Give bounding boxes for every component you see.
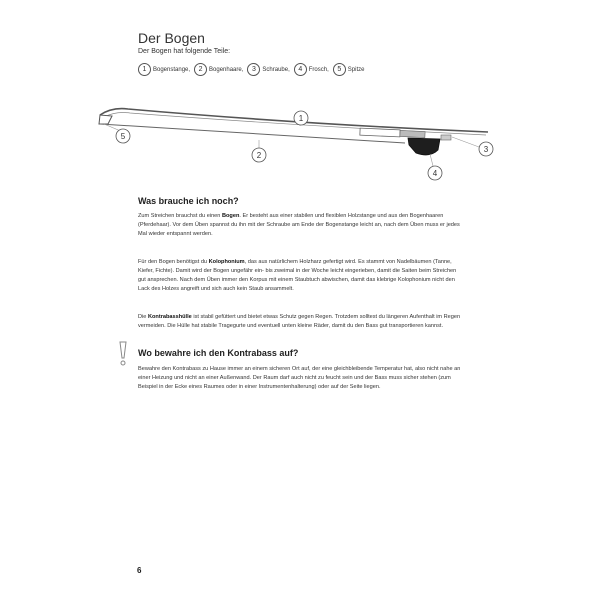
part-label: Frosch, (308, 66, 329, 73)
number-circle: 3 (247, 63, 260, 76)
exclamation-icon (114, 340, 132, 368)
paragraph-case (138, 313, 465, 331)
bow-screw (441, 135, 451, 140)
label-number-5: 5 (120, 132, 126, 141)
bold-term-rosin: Kolophonium (208, 259, 245, 265)
number-circle: 4 (294, 63, 307, 76)
text-run: Die (138, 314, 148, 320)
leader-line-3 (452, 137, 479, 147)
bold-term-case: Kontrabasshülle (147, 314, 192, 320)
part-label: Spitze (347, 66, 365, 73)
text-run: ist stabil gefüttert und bietet etwas Schutz gegen Regen. Trotzdem solltest du längeren Aufenthalt im Regen vermeiden. Die Hülle hat stabile Tragegurte und eventuell unten kleine Räder, damit du den Bass gut transportieren kannst. (138, 314, 461, 329)
bow-frog (408, 138, 440, 155)
section-heading-what-else: Was brauche ich noch? (138, 196, 239, 206)
bow-diagram (0, 0, 600, 200)
number-circle: 5 (333, 63, 346, 76)
bow-wrap (400, 130, 425, 137)
part-label: Schraube, (262, 66, 290, 73)
number-circle: 1 (138, 63, 151, 76)
bow-grip (360, 128, 400, 137)
part-label: Bogenstange, (153, 66, 191, 73)
label-number-2: 2 (256, 151, 262, 160)
text-run: Zum Streichen brauchst du einen (138, 213, 222, 219)
page-number: 6 (137, 566, 142, 575)
intro-text: Der Bogen hat folgende Teile: (138, 48, 231, 55)
paragraph-rosin (138, 258, 465, 294)
paragraph-storage: Bewahre den Kontrabass zu Hause immer an einem sicheren Ort auf, der eine gleichbleibende Temperatur hat, also nicht nahe an einer Heizung und nicht an einer Außenwand. Der Raum darf auch nicht zu feucht sein und der Bass muss sicher stehen (zum Beispiel in der Ecke eines Raumes oder in einer Instrumentenhalterung) oder auf der Seite liegen. (138, 366, 461, 390)
label-number-1: 1 (298, 114, 304, 123)
text-run: . Er besteht aus einer stabilen und flexiblen Holzstange und aus den Bogenhaaren (Pferdehaar). Vor dem Üben spannst du ihn mit der Schraube am Ende der Bogenstange leicht an, nach dem Üben muss er jedes Mal wieder entspannt werden. (138, 213, 460, 237)
bold-term-bow: Bogen (221, 213, 240, 219)
bow-tip (99, 115, 112, 124)
page-title: Der Bogen (138, 30, 205, 46)
paragraph-bow (138, 212, 465, 239)
label-number-4: 4 (432, 169, 438, 178)
label-number-3: 3 (483, 145, 489, 154)
text-run: Für den Bogen benötigst du (138, 259, 209, 265)
part-label: Bogenhaare, (209, 66, 244, 73)
number-circle: 2 (194, 63, 207, 76)
bow-hair (100, 124, 405, 143)
leader-line-4 (430, 154, 433, 166)
section-heading-storage: Wo bewahre ich den Kontrabass auf? (138, 348, 299, 358)
text-run: , das aus natürlichem Holzharz gefertigt wird. Es stammt von Nadelbäumen (Tanne, Kiefer, Fichte). Damit wird der Bogen ungefähr ein- bis zweimal in der Woche leicht eingerieben, damit die Saiten beim Streichen gut ansprechen. Nach dem Üben immer den Korpus mit einem Staubtuch abwischen, damit das klebrige Kolophonium nicht den Lack des Holzes angreift und sich auch kein Staub ansammelt. (138, 259, 457, 292)
